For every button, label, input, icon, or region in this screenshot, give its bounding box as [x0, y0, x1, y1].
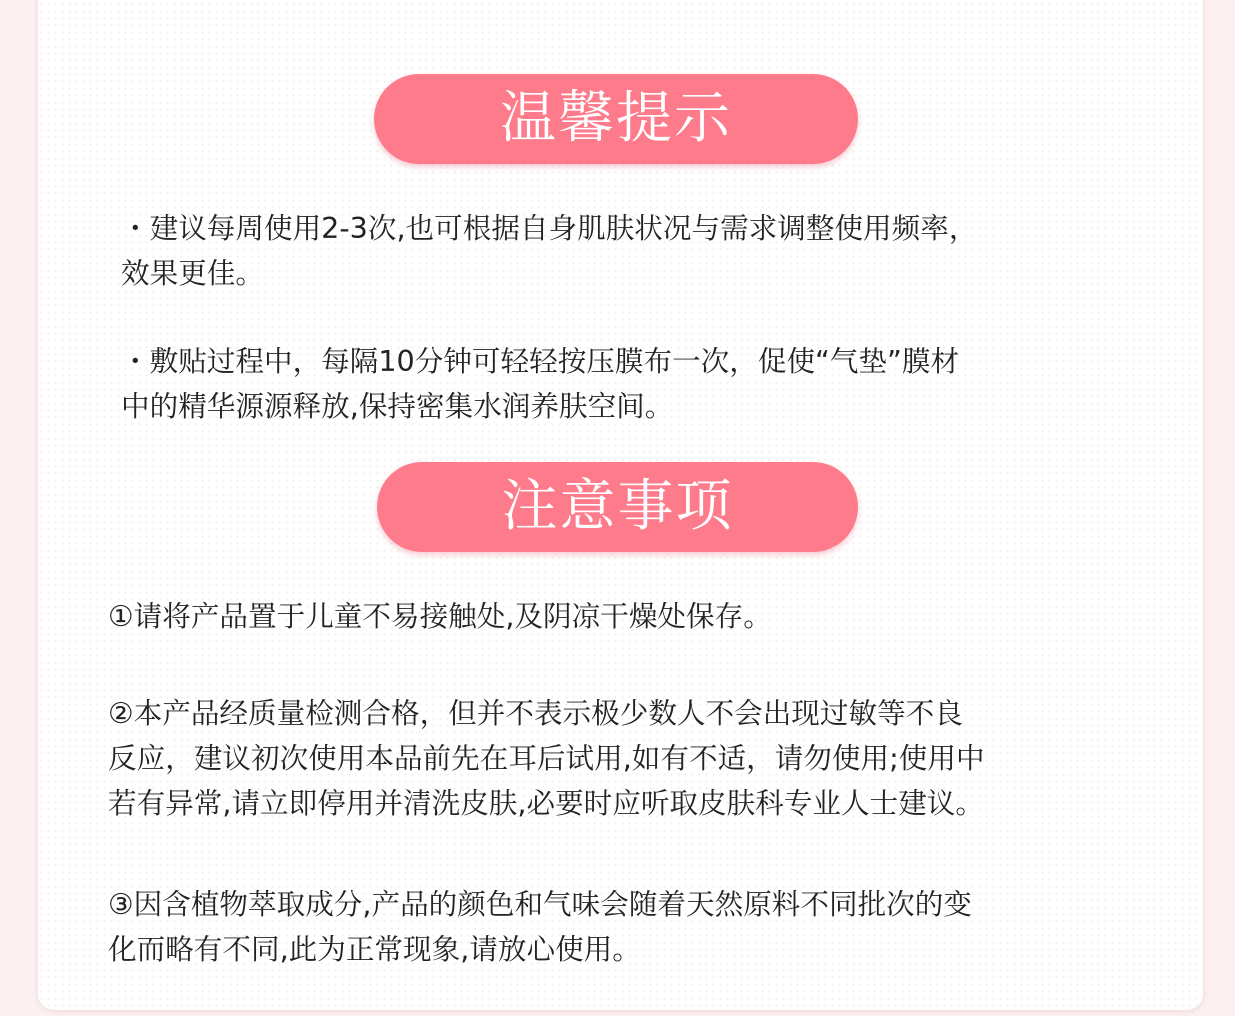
tip-item-1: ・建议每周使用2-3次,也可根据自身肌肤状况与需求调整使用频率， 效果更佳。 — [121, 211, 978, 290]
note-item-1: ①请将产品置于儿童不易接触处,及阴凉干燥处保存。 — [108, 599, 772, 633]
tips-heading: 温馨提示 — [374, 74, 858, 164]
notes-heading: 注意事项 — [377, 462, 858, 552]
note-item-2: ②本产品经质量检测合格，但并不表示极少数人不会出现过敏等不良 反应，建议初次使用本品前先在耳后试用,如有不适，请勿使用;使用中 若有异常,请立即停用并清洗皮肤,必要时应听取皮肤科专业人士建议。 — [108, 696, 985, 820]
note-item-3: ③因含植物萃取成分,产品的颜色和气味会随着天然原料不同批次的变 化而略有不同,此为正常现象,请放心使用。 — [108, 887, 972, 966]
tip-item-2: ・敷贴过程中，每隔10分钟可轻轻按压膜布一次，促使“气垫”膜材 中的精华源源释放,保持密集水润养肤空间。 — [121, 344, 960, 423]
